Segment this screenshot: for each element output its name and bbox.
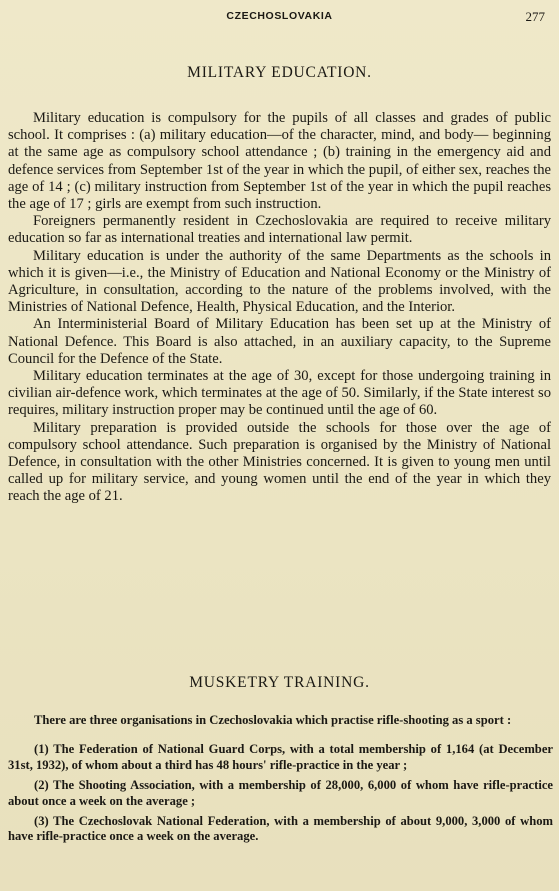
paragraph: Military education is under the authority of the same Departments as the schools in which it is given—i.e., the Ministry of Education and National Economy or the Ministry of Agriculture, in consultation, according to the nature of the problems involved, with the Ministries of National Defence, Health, Physical Education, and the Interior. bbox=[8, 247, 551, 316]
paragraph: Military education terminates at the age of 30, except for those undergoing training in civilian air-defence work, which terminates at the age of 50. Similarly, if the State interest so requires, military instruction proper may be continued until the age of 60. bbox=[8, 368, 551, 419]
paragraph: Military preparation is provided outside the schools for those over the age of compulsory school attendance. Such preparation is organised by the Ministry of National Defence, in consultation with the other Ministries concerned. It is given to young men until called up for military service, and young women until the end of the year in which they reach the age of 21. bbox=[8, 419, 551, 505]
list-item: (3) The Czechoslovak National Federation, with a membership of about 9,000, 3,000 of whom have rifle-practice once a week on the average. bbox=[8, 814, 553, 844]
running-title: CZECHOSLOVAKIA bbox=[226, 10, 333, 22]
running-head bbox=[0, 10, 559, 28]
paragraph: Military education is compulsory for the pupils of all classes and grades of public school. It comprises : (a) military education—of the character, mind, and body— beginning at the same age as compulsory school attendance ; (b) training in the emergency aid and defence services from September 1st of the year in which the pupil, of either sex, reaches the age of 14 ; (c) military instruction from September 1st of the year in which the pupil reaches the age of 17 ; girls are exempt from such instruction. bbox=[8, 110, 551, 213]
list-item: (1) The Federation of National Guard Corps, with a total membership of 1,164 (at December 31st, 1932), of whom about a third has 48 hours' rifle-practice in the year ; bbox=[8, 742, 553, 772]
paragraph: An Interministerial Board of Military Education has been set up at the Ministry of National Defence. This Board is also attached, in an auxiliary capacity, to the Supreme Council for the Defence of the State. bbox=[8, 316, 551, 367]
list-item: (2) The Shooting Association, with a membership of 28,000, 6,000 of whom have rifle-practice about once a week on the average ; bbox=[8, 778, 553, 808]
section-heading-musketry-training: MUSKETRY TRAINING. bbox=[189, 674, 370, 691]
military-education-body bbox=[8, 110, 551, 506]
section-heading-military-education: MILITARY EDUCATION. bbox=[187, 64, 372, 81]
paragraph: Foreigners permanently resident in Czechoslovakia are required to receive military education so far as international treaties and international law permit. bbox=[8, 213, 551, 247]
musketry-training-body bbox=[8, 713, 553, 850]
page-number: 277 bbox=[525, 9, 545, 24]
intro-paragraph: There are three organisations in Czechoslovakia which practise rifle-shooting as a sport : bbox=[34, 713, 512, 727]
